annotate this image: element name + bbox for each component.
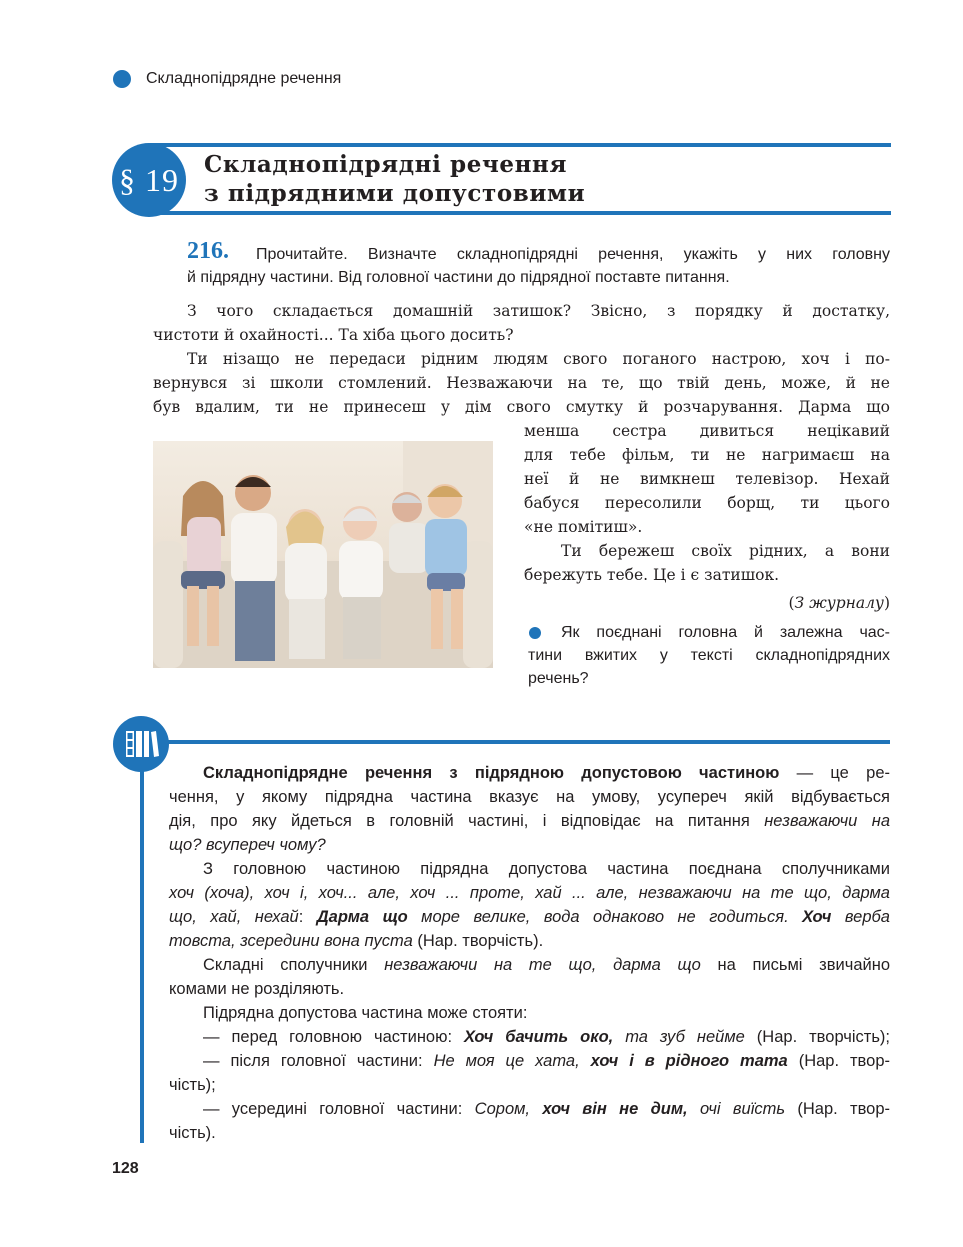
running-header-text: Складнопідрядне речення (146, 70, 342, 87)
exercise-task-line: Прочитайте. Визначте складнопідрядні речення, укажіть у них головну (256, 246, 890, 263)
rule-rule-horizontal (160, 740, 890, 744)
family-photo-image (153, 441, 493, 668)
rule-line: чення, у якому підрядна частина вказує на умову, усупереч якій відбувається (169, 788, 890, 806)
section-title-line: з підрядними допустовими (204, 180, 586, 207)
text-line: менша сестра дивиться нецікавий (524, 422, 890, 440)
rule-line: що? всупереч чому? (169, 836, 326, 854)
question-line: речень? (528, 670, 589, 687)
rule-line: хоч (хоча), хоч і, хоч... але, хоч ... проте, хай ... але, незважаючи на те що, дарма (169, 884, 890, 902)
text-source: (З журналу) (788, 594, 890, 612)
rule-term: Складнопідрядне речення з підрядною допустовою частиною (203, 764, 780, 782)
rule-line: товста, зсередини вона пуста (Нар. творчість). (169, 932, 544, 950)
rule-line: дія, про яку йдеться в головній частині, і відповідає на питання незважаючи на (169, 812, 891, 830)
text-line: чистоти й охайності... Та хіба цього досить? (153, 326, 514, 344)
text-line: вернувся зі школи стомлений. Незважаючи на те, що твій день, може, й не (153, 374, 890, 392)
circle-bullet-icon (113, 70, 131, 88)
running-header (113, 70, 341, 88)
rule-line: З головною частиною підрядна допустова частина поєднана сполучниками (203, 860, 890, 878)
text-line: З чого складається домашній затишок? Звісно, з порядку й достатку, (187, 302, 890, 320)
rule-rule-vertical (140, 770, 144, 1143)
rule-list-item-cont: чість); (169, 1076, 216, 1094)
text-line: був вдалим, ти не принесеш у дім свого смутку й розчарування. Дарма що (153, 398, 890, 416)
books-icon (113, 716, 169, 772)
section-title-line: Складнопідрядні речення (204, 151, 568, 178)
rule-line: комами не розділяють. (169, 980, 345, 998)
rule-list-item-cont: чість). (169, 1124, 216, 1142)
circle-bullet-icon (529, 627, 541, 639)
section-rule-bottom (150, 211, 891, 215)
text-line: Ти нізащо не передаси рідним людям свого поганого настрою, хоч і по- (187, 350, 890, 368)
section-title (204, 150, 585, 208)
text-source-name: З журналу (794, 594, 884, 612)
text-line: «не помітиш». (524, 518, 643, 536)
section-rule-top (150, 143, 891, 147)
text-line: бабуся пересолили борщ, ти цього (524, 494, 890, 512)
exercise-number: 216. (187, 238, 229, 264)
text-line: неї й не вимкнеш телевізор. Нехай (524, 470, 890, 488)
rule-list-item: — після головної частини: Не моя це хата, хоч і в рідного тата (Нар. твор- (203, 1052, 890, 1070)
text-line: бережуть тебе. Це і є затишок. (524, 566, 780, 584)
exercise-task-line: й підрядну частини. Від головної частини до підрядної поставте питання. (187, 269, 730, 286)
page-number: 128 (112, 1160, 139, 1177)
question-line: тини вжитих у тексті складнопідрядних (528, 647, 890, 664)
rule-list-item: — усередині головної частини: Сором, хоч він не дим, очі виїсть (Нар. твор- (203, 1100, 891, 1118)
text-line: для тебе фільм, ти не нагримаєш на (524, 446, 890, 464)
rule-line: що, хай, нехай: Дарма що море велике, вода однаково не годиться. Хоч верба (169, 908, 890, 926)
rule-line: Складні сполучники незважаючи на те що, дарма що на письмі звичайно (203, 956, 891, 974)
family-photo (153, 441, 493, 668)
rule-line: Складнопідрядне речення з підрядною допустовою частиною — це ре- (203, 764, 890, 782)
rule-list-item: — перед головною частиною: Хоч бачить око, та зуб неймe (Нар. творчість); (203, 1028, 890, 1046)
text-line: Ти бережеш своїх рідних, а вони (561, 542, 890, 560)
question-line: Як поєднані головна й залежна час- (561, 624, 890, 641)
rule-line: Підрядна допустова частина може стояти: (203, 1004, 528, 1022)
section-number-badge: § 19 (112, 143, 186, 217)
